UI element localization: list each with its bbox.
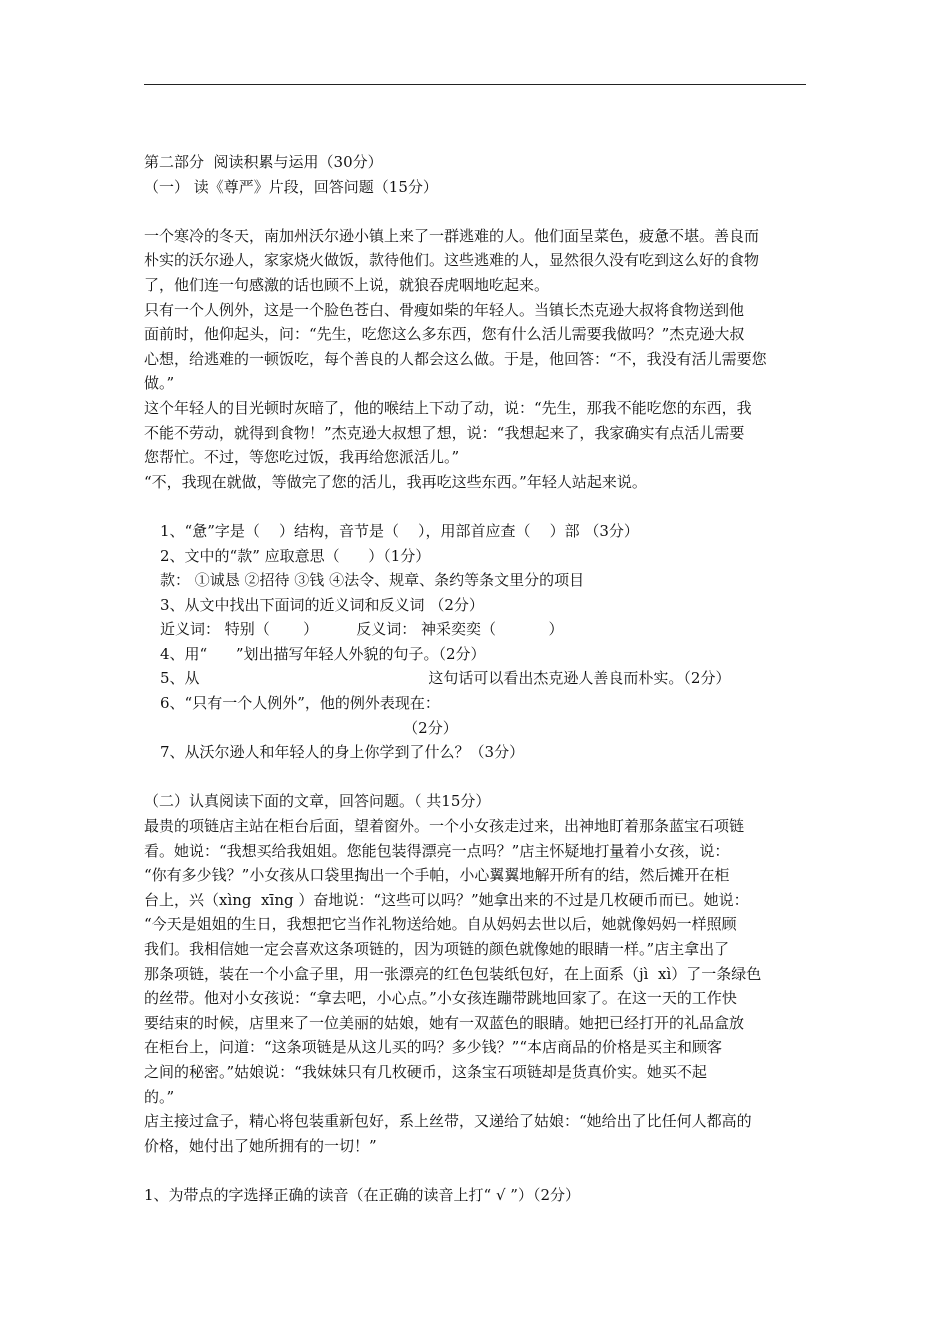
passage-line: 我们。我相信她一定会喜欢这条项链的，因为项链的颜色就像她的眼睛一样。”店主拿出了 — [144, 940, 730, 958]
spacer — [144, 494, 812, 519]
part1-passage — [144, 224, 812, 495]
passage-line: 看。她说：“我想买给我姐姐。您能包装得漂亮一点吗？”店主怀疑地打量着小女孩，说： — [144, 841, 730, 860]
section-title: 第二部分 阅读积累与运用（30分） — [144, 153, 383, 171]
spacer — [144, 1158, 812, 1183]
question-line: 4、用“ ”划出描写年轻人外貌的句子。（2分） — [160, 644, 486, 663]
passage-line: 的丝带。他对小女孩说：“拿去吧，小心点。”小女孩连蹦带跳地回家了。在这一天的工作快 — [144, 989, 737, 1008]
question-line: 7、从沃尔逊人和年轻人的身上你学到了什么？（3分） — [160, 743, 525, 762]
passage-line: 价格，她付出了她所拥有的一切！” — [144, 1136, 377, 1155]
passage-line: 不能不劳动，就得到食物！”杰克逊大叔想了想，说：“我想起来了，我家确实有点活儿需要 — [144, 423, 745, 442]
part2-question-1: 1、为带点的字选择正确的读音（在正确的读音上打“ √ ”）（2分） — [144, 1185, 581, 1204]
passage-line: 这个年轻人的目光顿时灰暗了，他的喉结上下动了动，说：“先生，那我不能吃您的东西，我 — [144, 398, 752, 417]
question-line: 3、从文中找出下面词的近义词和反义词 （2分） — [160, 595, 484, 614]
question-line: （2分） — [160, 718, 458, 737]
passage-line: 面前时，他仰起头，问：“先生，吃您这么多东西，您有什么活儿需要我做吗？”杰克逊大叔 — [144, 325, 745, 344]
passage-line: 一个寒冷的冬天，南加州沃尔逊小镇上来了一群逃难的人。他们面呈菜色，疲惫不堪。善良而 — [144, 226, 760, 245]
question-line: 1、“惫”字是（ ）结构，音节是（ ），用部首应查（ ）部 （3分） — [160, 521, 639, 540]
passage-line: “不，我现在就做，等做完了您的活儿，我再吃这些东西。”年轻人站起来说。 — [144, 472, 647, 491]
question-line: 近义词： 特别（ ） 反义词： 神采奕奕（ ） — [160, 620, 564, 639]
passage-line: 店主接过盒子，精心将包装重新包好，系上丝带，又递给了姑娘：“她给出了比任何人都高的 — [144, 1112, 752, 1131]
passage-line: 做。” — [144, 374, 175, 393]
spacer — [144, 765, 812, 790]
question-line: 6、“只有一个人例外”，他的例外表现在： — [160, 694, 440, 713]
passage-line: 要结束的时候，店里来了一位美丽的姑娘，她有一双蓝色的眼睛。她把已经打开的礼品盒放 — [144, 1013, 745, 1032]
header-rule — [144, 84, 806, 85]
passage-line: 那条项链，装在一个小盒子里，用一张漂亮的红色包装纸包好，在上面系（jì xì）了一条绿色 — [144, 964, 762, 983]
passage-line: 台上，兴（xìng xīng ）奋地说：“这些可以吗？”她拿出来的不过是几枚硬币而已。她说： — [144, 890, 749, 909]
part2-passage — [144, 814, 812, 1158]
passage-line: “今天是姐姐的生日，我想把它当作礼物送给她。自从妈妈去世以后，她就像妈妈一样照顾 — [144, 915, 737, 934]
part1-questions — [144, 519, 812, 765]
part2-heading: （二）认真阅读下面的文章，回答问题。（ 共15分） — [144, 792, 491, 811]
question-line: 款： ①诚恳 ②招待 ③钱 ④法令、规章、条约等条文里分的项目 — [160, 571, 585, 590]
document-page — [144, 150, 812, 1208]
passage-line: 的。” — [144, 1087, 175, 1106]
passage-line: 之间的秘密。”姑娘说：“我妹妹只有几枚硬币，这条宝石项链却是货真价实。她买不起 — [144, 1062, 707, 1081]
question-line: 5、从 这句话可以看出杰克逊人善良而朴实。（2分） — [160, 669, 731, 688]
passage-line: 您帮忙。不过，等您吃过饭，我再给您派活儿。” — [144, 448, 460, 467]
question-line: 2、文中的“款” 应取意思（ ）（1分） — [160, 546, 431, 565]
passage-line: 最贵的项链店主站在柜台后面，望着窗外。一个小女孩走过来，出神地盯着那条蓝宝石项链 — [144, 817, 745, 836]
part1-heading: （一） 读《尊严》片段，回答问题（15分） — [144, 177, 438, 196]
passage-line: 了，他们连一句感激的话也顾不上说，就狼吞虎咽地吃起来。 — [144, 275, 550, 294]
passage-line: 朴实的沃尔逊人，家家烧火做饭，款待他们。这些逃难的人，显然很久没有吃到这么好的食物 — [144, 251, 760, 270]
passage-line: 在柜台上，问道：“这条项链是从这儿买的吗？多少钱？”“本店商品的价格是买主和顾客 — [144, 1038, 723, 1057]
spacer — [144, 199, 812, 224]
passage-line: 心想，给逃难的一顿饭吃，每个善良的人都会这么做。于是，他回答：“不，我没有活儿需要您 — [144, 349, 767, 368]
passage-line: 只有一个人例外，这是一个脸色苍白、骨瘦如柴的年轻人。当镇长杰克逊大叔将食物送到他 — [144, 300, 745, 319]
passage-line: “你有多少钱？”小女孩从口袋里掏出一个手帕，小心翼翼地解开所有的结，然后摊开在柜 — [144, 866, 730, 885]
